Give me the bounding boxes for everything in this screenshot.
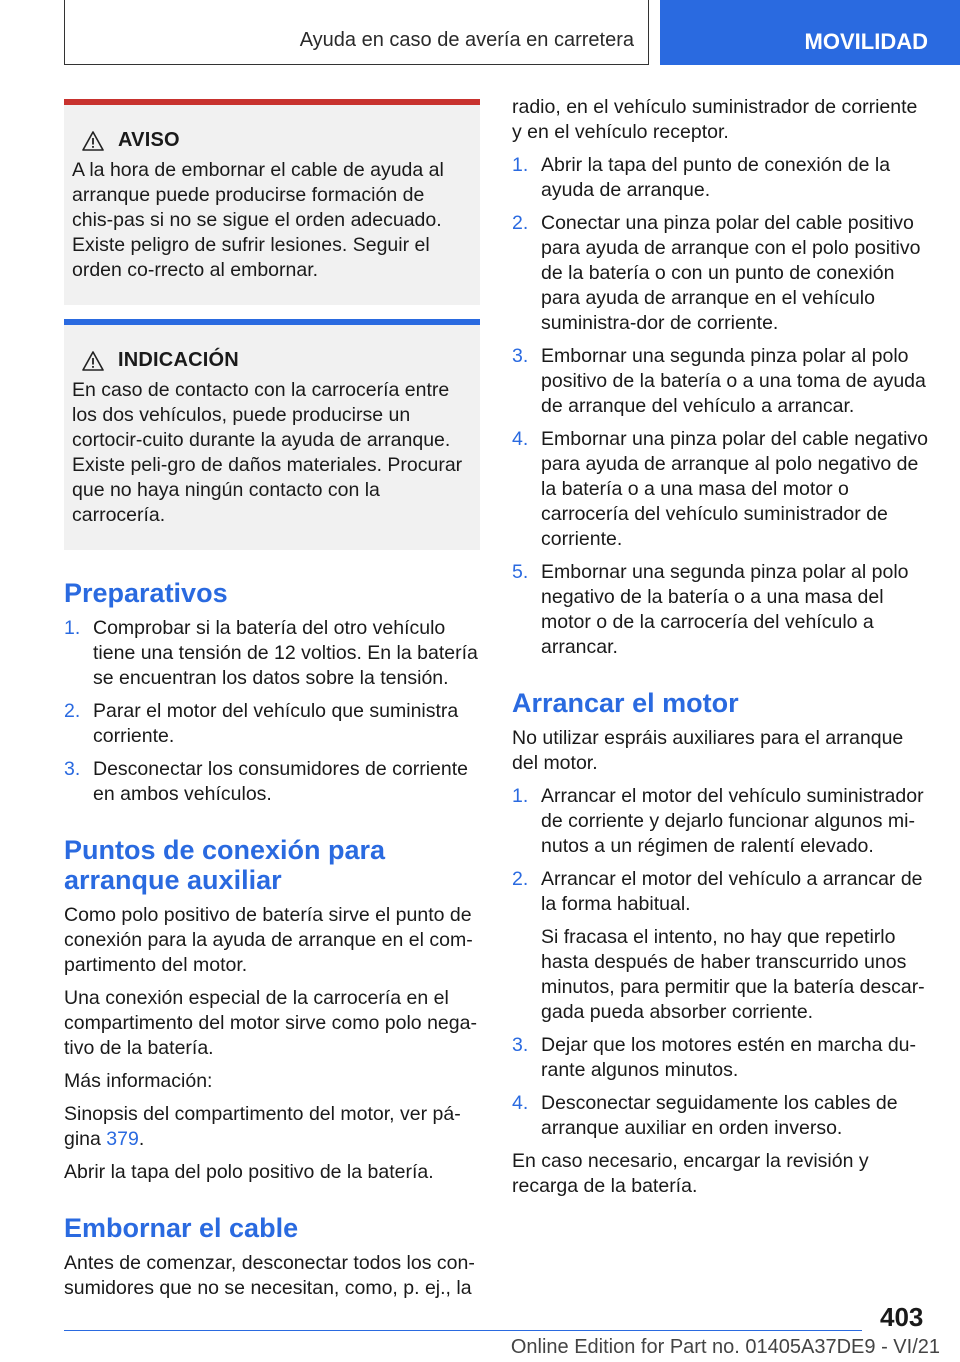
list-item	[512, 784, 930, 859]
left-column	[64, 95, 480, 1309]
list-item	[512, 560, 930, 660]
list-item	[512, 211, 930, 336]
item-number: 2.	[512, 868, 529, 890]
item-number: 1.	[512, 785, 529, 807]
paragraph: Como polo positivo de batería sirve el punto de conexión para la ayuda de arranque en el com-partimento del motor.	[64, 904, 473, 976]
warning-triangle-icon	[82, 131, 104, 151]
item-text: Arrancar el motor del vehículo suministrador de corriente y dejarlo funcionar algunos mi-nutos a un régimen de ralentí elevado.	[541, 785, 924, 857]
list-item	[512, 1033, 930, 1083]
heading-preparativos: Preparativos	[64, 578, 228, 608]
paragraph: Abrir la tapa del polo positivo de la batería.	[64, 1161, 434, 1183]
header-tab	[64, 0, 649, 65]
heading-arrancar-motor: Arrancar el motor	[512, 688, 739, 718]
item-number: 3.	[512, 345, 529, 367]
start-list	[512, 784, 930, 1141]
section-tab	[660, 0, 960, 65]
note-head	[72, 349, 466, 372]
paragraph: Una conexión especial de la carrocería en el compartimento del motor sirve como polo nega-tivo de la batería.	[64, 987, 477, 1059]
heading-puntos-conexion: Puntos de conexión para arranque auxiliar	[64, 835, 386, 895]
item-number: 4.	[512, 428, 529, 450]
warning-triangle-icon	[82, 351, 104, 371]
paragraph: En caso necesario, encargar la revisión y recarga de la batería.	[512, 1150, 869, 1197]
item-text: Dejar que los motores estén en marcha du-rante algunos minutos.	[541, 1034, 917, 1081]
item-text: Desconectar seguidamente los cables de arranque auxiliar en orden inverso.	[541, 1092, 898, 1139]
footer-divider	[64, 1330, 862, 1331]
footer-edition: Online Edition for Part no. 01405A37DE9 - VI/21	[510, 1336, 940, 1358]
item-text: Embornar una segunda pinza polar al polo negativo de la batería o a una masa del motor o de la carrocería del vehículo a arrancar.	[541, 561, 909, 658]
chapter-title: Ayuda en caso de avería en carretera	[299, 29, 634, 51]
list-item	[512, 344, 930, 419]
section-label: MOVILIDAD	[804, 28, 928, 54]
item-number: 5.	[512, 561, 529, 583]
paragraph: radio, en el vehículo suministrador de corriente y en el vehículo receptor.	[512, 96, 918, 143]
list-item	[512, 1091, 930, 1141]
list-item	[512, 867, 930, 1025]
item-subtext: Si fracasa el intento, no hay que repetirlo hasta después de haber transcurrido unos minutos, para permitir que la batería descar-gada pueda absorber corriente.	[541, 926, 925, 1023]
item-text: Abrir la tapa del punto de conexión de la ayuda de arranque.	[541, 154, 891, 201]
note-label: INDICACIÓN	[118, 349, 239, 371]
prep-list	[64, 616, 480, 807]
paragraph-text: Sinopsis del compartimento del motor, ver pá-gina	[64, 1103, 461, 1150]
item-text: Embornar una pinza polar del cable negativo para ayuda de arranque al polo negativo de la batería o a una masa del motor o carrocería del vehículo suministrador de corriente.	[541, 428, 929, 550]
item-number: 2.	[64, 700, 81, 722]
list-item	[64, 616, 480, 691]
warning-box	[64, 99, 480, 305]
right-column	[512, 95, 930, 1207]
paragraph: Más información:	[64, 1070, 213, 1092]
paragraph-text: .	[138, 1128, 145, 1150]
item-text: Desconectar los consumidores de corriente en ambos vehículos.	[93, 758, 469, 805]
page-link[interactable]: 379	[106, 1128, 139, 1150]
item-number: 3.	[64, 758, 81, 780]
paragraph: No utilizar espráis auxiliares para el arranque del motor.	[512, 727, 904, 774]
steps-list	[512, 153, 930, 660]
warning-head	[72, 129, 466, 152]
note-text: En caso de contacto con la carrocería entre los dos vehículos, puede producirse un cortocir-cuito durante la ayuda de arranque. Existe peli-gro de daños materiales. Procurar que no haya ningún contacto con la carrocería.	[72, 379, 463, 526]
list-item	[64, 757, 480, 807]
item-number: 2.	[512, 212, 529, 234]
item-number: 3.	[512, 1034, 529, 1056]
list-item	[512, 427, 930, 552]
warning-label: AVISO	[118, 129, 180, 151]
item-number: 1.	[64, 617, 81, 639]
item-text: Arrancar el motor del vehículo a arrancar de la forma habitual.	[541, 868, 923, 915]
heading-embornar-cable: Embornar el cable	[64, 1213, 299, 1243]
list-item	[64, 699, 480, 749]
paragraph	[64, 1102, 480, 1152]
note-box	[64, 319, 480, 550]
item-number: 4.	[512, 1092, 529, 1114]
item-text: Embornar una segunda pinza polar al polo positivo de la batería o a una toma de ayuda de arranque del vehículo a arrancar.	[541, 345, 926, 417]
warning-text: A la hora de embornar el cable de ayuda al arranque puede producirse formación de chis-pas si no se sigue el orden adecuado. Existe peligro de sufrir lesiones. Seguir el orden co-rrecto al embornar.	[72, 159, 444, 281]
item-number: 1.	[512, 154, 529, 176]
page-number: 403	[880, 1302, 924, 1332]
item-text: Parar el motor del vehículo que suministra corriente.	[93, 700, 459, 747]
list-item	[512, 153, 930, 203]
item-text: Comprobar si la batería del otro vehículo tiene una tensión de 12 voltios. En la batería se encuentran los datos sobre la tensión.	[93, 617, 478, 689]
paragraph: Antes de comenzar, desconectar todos los con-sumidores que no se necesitan, como, p. ej., la	[64, 1252, 475, 1299]
item-text: Conectar una pinza polar del cable positivo para ayuda de arranque con el polo positivo de la batería o con un punto de conexión para ayuda de arranque en el vehículo suministra-dor de corriente.	[541, 212, 921, 334]
